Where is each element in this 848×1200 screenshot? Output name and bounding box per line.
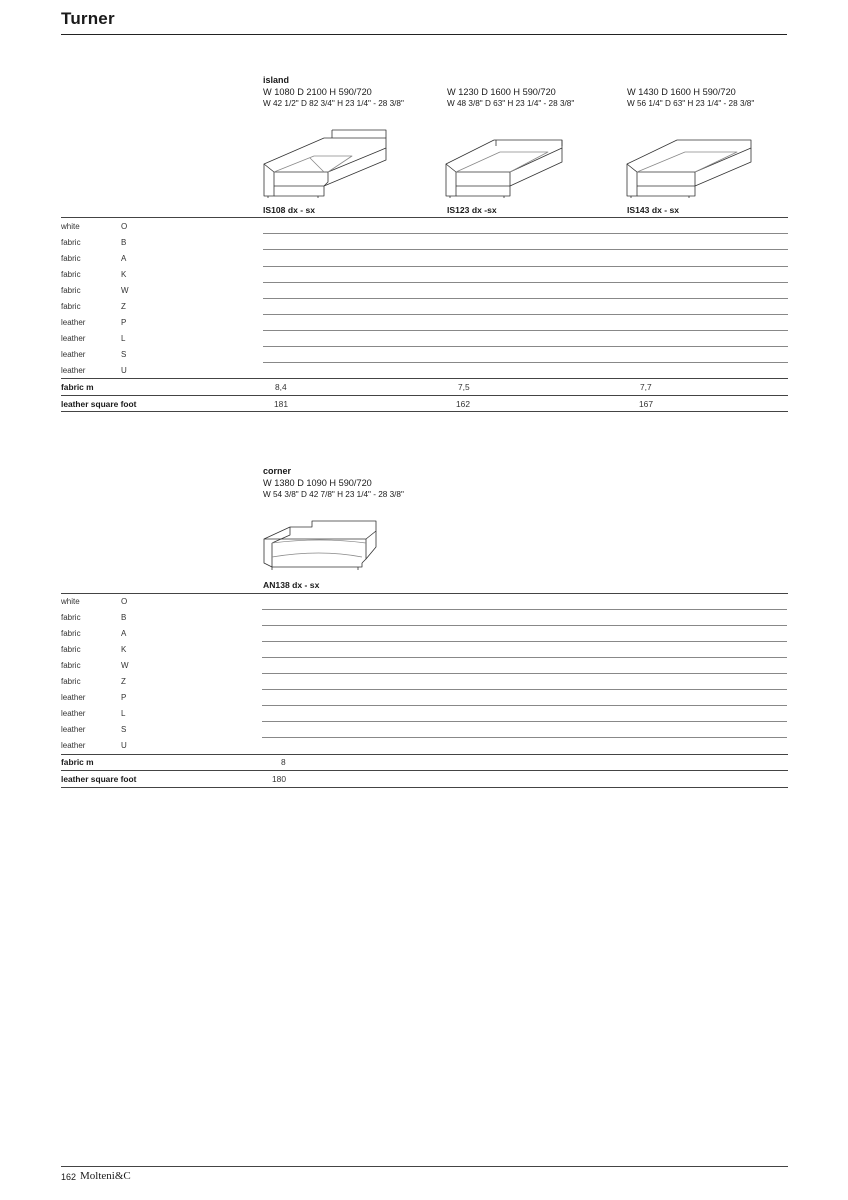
grade-letter: A — [121, 254, 127, 263]
product-code: IS143 dx - sx — [627, 205, 680, 215]
sofa-drawing-an138 — [262, 517, 382, 575]
grade-label: fabric — [61, 677, 81, 686]
dimensions-inch: W 54 3/8" D 42 7/8" H 23 1/4" - 28 3/8" — [263, 490, 404, 499]
grade-letter: O — [121, 222, 128, 231]
grade-letter: A — [121, 629, 127, 638]
grade-label: leather — [61, 725, 86, 734]
grade-letter: B — [121, 613, 127, 622]
leather-row-label: leather square foot — [61, 399, 137, 409]
grade-letter: S — [121, 725, 127, 734]
price-line — [262, 689, 787, 690]
section-rule — [61, 787, 788, 788]
price-line — [262, 609, 787, 610]
leather-value: 167 — [639, 399, 653, 409]
section-name: island — [263, 75, 290, 85]
leather-value: 162 — [456, 399, 470, 409]
price-line — [262, 673, 787, 674]
fabric-value: 8,4 — [275, 382, 287, 392]
grade-letter: Z — [121, 302, 126, 311]
fabric-value: 8 — [281, 757, 286, 767]
grade-label: fabric — [61, 302, 81, 311]
fabric-value: 7,5 — [458, 382, 470, 392]
dimensions-mm: W 1080 D 2100 H 590/720 — [263, 87, 372, 97]
grade-label: leather — [61, 366, 86, 375]
grade-label: leather — [61, 318, 86, 327]
leather-row-label: leather square foot — [61, 774, 137, 784]
price-line — [262, 641, 787, 642]
section-name: corner — [263, 466, 292, 476]
grade-label: fabric — [61, 286, 81, 295]
grade-label: fabric — [61, 254, 81, 263]
leather-value: 180 — [272, 774, 286, 784]
dimensions-inch: W 42 1/2" D 82 3/4" H 23 1/4" - 28 3/8" — [263, 99, 404, 108]
grade-letter: K — [121, 645, 127, 654]
grade-label: fabric — [61, 661, 81, 670]
footer-rule — [61, 1166, 788, 1167]
grade-letter: B — [121, 238, 127, 247]
page-number: 162 — [61, 1172, 77, 1182]
section-rule — [61, 754, 788, 755]
grade-label: fabric — [61, 238, 81, 247]
fabric-row-label: fabric m — [61, 757, 94, 767]
grade-letter: W — [121, 286, 129, 295]
price-line — [262, 737, 787, 738]
grade-letter: O — [121, 597, 128, 606]
product-code: IS123 dx -sx — [447, 205, 497, 215]
grade-label: fabric — [61, 270, 81, 279]
grade-letter: S — [121, 350, 127, 359]
grade-letter: Z — [121, 677, 126, 686]
grade-label: fabric — [61, 645, 81, 654]
dimensions-mm: W 1230 D 1600 H 590/720 — [447, 87, 556, 97]
price-line — [262, 721, 787, 722]
price-line — [262, 705, 787, 706]
leather-value: 181 — [274, 399, 288, 409]
product-code: IS108 dx - sx — [263, 205, 316, 215]
grade-label: white — [61, 222, 80, 231]
grade-label: leather — [61, 334, 86, 343]
grade-letter: U — [121, 741, 127, 750]
dimensions-mm: W 1380 D 1090 H 590/720 — [263, 478, 372, 488]
grade-label: white — [61, 597, 80, 606]
page-title: Turner — [61, 9, 115, 28]
product-code: AN138 dx - sx — [263, 580, 320, 590]
grade-label: fabric — [61, 629, 81, 638]
grade-label: leather — [61, 741, 86, 750]
grade-letter: L — [121, 709, 126, 718]
grade-letter: K — [121, 270, 127, 279]
product-header-an138 — [263, 465, 404, 501]
price-line — [262, 657, 787, 658]
grade-label: leather — [61, 709, 86, 718]
dimensions-inch: W 48 3/8" D 63" H 23 1/4" - 28 3/8" — [447, 99, 575, 108]
grade-letter: U — [121, 366, 127, 375]
grade-letter: P — [121, 318, 127, 327]
section-rule — [61, 770, 788, 771]
dimensions-inch: W 56 1/4" D 63" H 23 1/4" - 28 3/8" — [627, 99, 755, 108]
grade-label: leather — [61, 693, 86, 702]
grade-label: fabric — [61, 613, 81, 622]
brand-logo: Molteni&C — [80, 1170, 131, 1182]
grade-letter: L — [121, 334, 126, 343]
grade-label: leather — [61, 350, 86, 359]
fabric-row-label: fabric m — [61, 382, 94, 392]
grade-letter: P — [121, 693, 127, 702]
price-line — [262, 625, 787, 626]
grade-letter: W — [121, 661, 129, 670]
fabric-value: 7,7 — [640, 382, 652, 392]
section-rule — [61, 593, 788, 594]
dimensions-mm: W 1430 D 1600 H 590/720 — [627, 87, 736, 97]
